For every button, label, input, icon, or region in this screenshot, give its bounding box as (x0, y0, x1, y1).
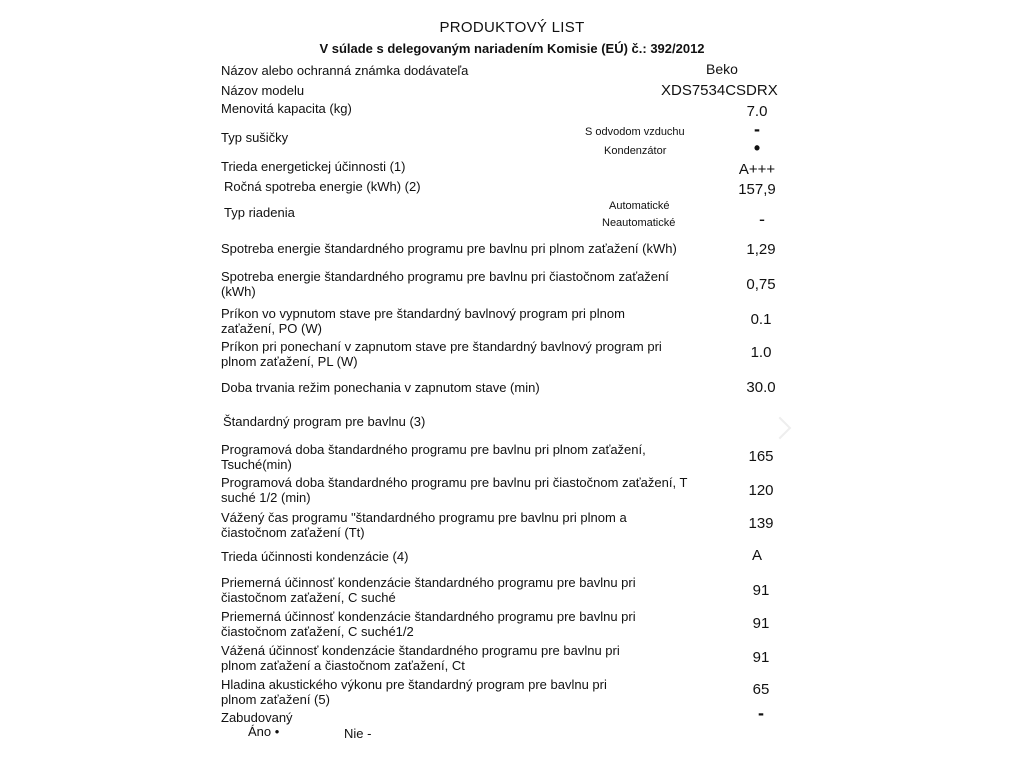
power-left-on-value: 1.0 (750, 344, 772, 361)
energy-full-load-value: 1,29 (746, 241, 776, 258)
supplier-label: Názov alebo ochranná známka dodávateľa (221, 63, 469, 78)
energy-partial-load-value: 0,75 (746, 276, 776, 293)
built-in-label: Zabudovaný (221, 710, 293, 725)
page-subtitle: V súlade s delegovaným nariadením Komisie (EÚ) č.: 392/2012 (319, 41, 705, 56)
chevron-right-icon (769, 417, 792, 440)
dryer-type-option-condenser: Kondenzátor (604, 145, 667, 157)
supplier-value: Beko (706, 61, 738, 77)
built-in-value: - (758, 703, 764, 723)
page-title: PRODUKTOVÝ LIST (439, 19, 585, 36)
time-full-load-value: 165 (748, 448, 774, 465)
built-in-no-option: Nie - (344, 726, 372, 741)
weighted-time-label: Vážený čas programu "štandardného programu pre bavlnu pri plnom a čiastočnom zaťažení (Tt) (221, 510, 627, 540)
condensation-class-label: Trieda účinnosti kondenzácie (4) (221, 549, 409, 564)
noise-level-label: Hladina akustického výkonu pre štandardný program pre bavlnu pri plnom zaťažení (5) (221, 677, 607, 707)
energy-partial-load-label: Spotreba energie štandardného programu pre bavlnu pri čiastočnom zaťažení (kWh) (221, 269, 669, 299)
capacity-value: 7.0 (746, 103, 768, 120)
dryer-type-air-vented-mark: - (754, 119, 760, 139)
annual-energy-label: Ročná spotreba energie (kWh) (2) (224, 179, 421, 194)
built-in-yes-option: Áno • (248, 724, 280, 739)
energy-class-value: A+++ (738, 161, 776, 178)
annual-energy-value: 157,9 (738, 181, 776, 198)
weighted-condensation-efficiency-label: Vážená účinnosť kondenzácie štandardného programu pre bavlnu pri plnom zaťažení a čiastočnom zaťažení, Ct (221, 643, 620, 673)
left-on-duration-value: 30.0 (746, 379, 776, 396)
weighted-time-value: 139 (748, 515, 774, 532)
time-full-load-label: Programová doba štandardného programu pre bavlnu pri plnom zaťažení, Tsuché(min) (221, 442, 646, 472)
left-on-duration-label: Doba trvania režim ponechania v zapnutom stave (min) (221, 380, 540, 395)
control-type-non-automatic-mark: - (759, 209, 765, 229)
condensation-efficiency-value: 91 (752, 582, 770, 599)
condensation-efficiency-half-label: Priemerná účinnosť kondenzácie štandardného programu pre bavlnu pri čiastočnom zaťažení, C suché1/2 (221, 609, 636, 639)
standard-program-heading: Štandardný program pre bavlnu (3) (223, 414, 426, 429)
weighted-condensation-efficiency-value: 91 (752, 649, 770, 666)
energy-class-label: Trieda energetickej účinnosti (1) (221, 159, 406, 174)
power-off-label: Príkon vo vypnutom stave pre štandardný bavlnový program pri plnom zaťažení, PO (W) (221, 306, 625, 336)
time-partial-load-value: 120 (748, 482, 774, 499)
power-off-value: 0.1 (750, 311, 772, 328)
model-label: Názov modelu (221, 83, 305, 98)
energy-full-load-label: Spotreba energie štandardného programu pre bavlnu pri plnom zaťažení (kWh) (221, 241, 677, 256)
control-type-label: Typ riadenia (224, 205, 295, 220)
condensation-efficiency-label: Priemerná účinnosť kondenzácie štandardného programu pre bavlnu pri čiastočnom zaťažení, C suché (221, 575, 636, 605)
control-type-option-non-automatic: Neautomatické (602, 217, 676, 229)
control-type-option-automatic: Automatické (609, 200, 670, 212)
condensation-class-value: A (751, 547, 762, 564)
model-value: XDS7534CSDRX (661, 82, 778, 99)
condensation-efficiency-half-value: 91 (752, 615, 770, 632)
dryer-type-label: Typ sušičky (221, 130, 289, 145)
power-left-on-label: Príkon pri ponechaní v zapnutom stave pre štandardný bavlnový program pri plnom zaťažení, PL (W) (221, 339, 662, 369)
capacity-label: Menovitá kapacita (kg) (221, 101, 352, 116)
dryer-type-option-air-vented: S odvodom vzduchu (585, 126, 685, 138)
time-partial-load-label: Programová doba štandardného programu pre bavlnu pri čiastočnom zaťažení, T suché 1/2 (min) (221, 475, 688, 505)
dryer-type-condenser-mark: • (753, 138, 761, 158)
noise-level-value: 65 (752, 681, 770, 698)
